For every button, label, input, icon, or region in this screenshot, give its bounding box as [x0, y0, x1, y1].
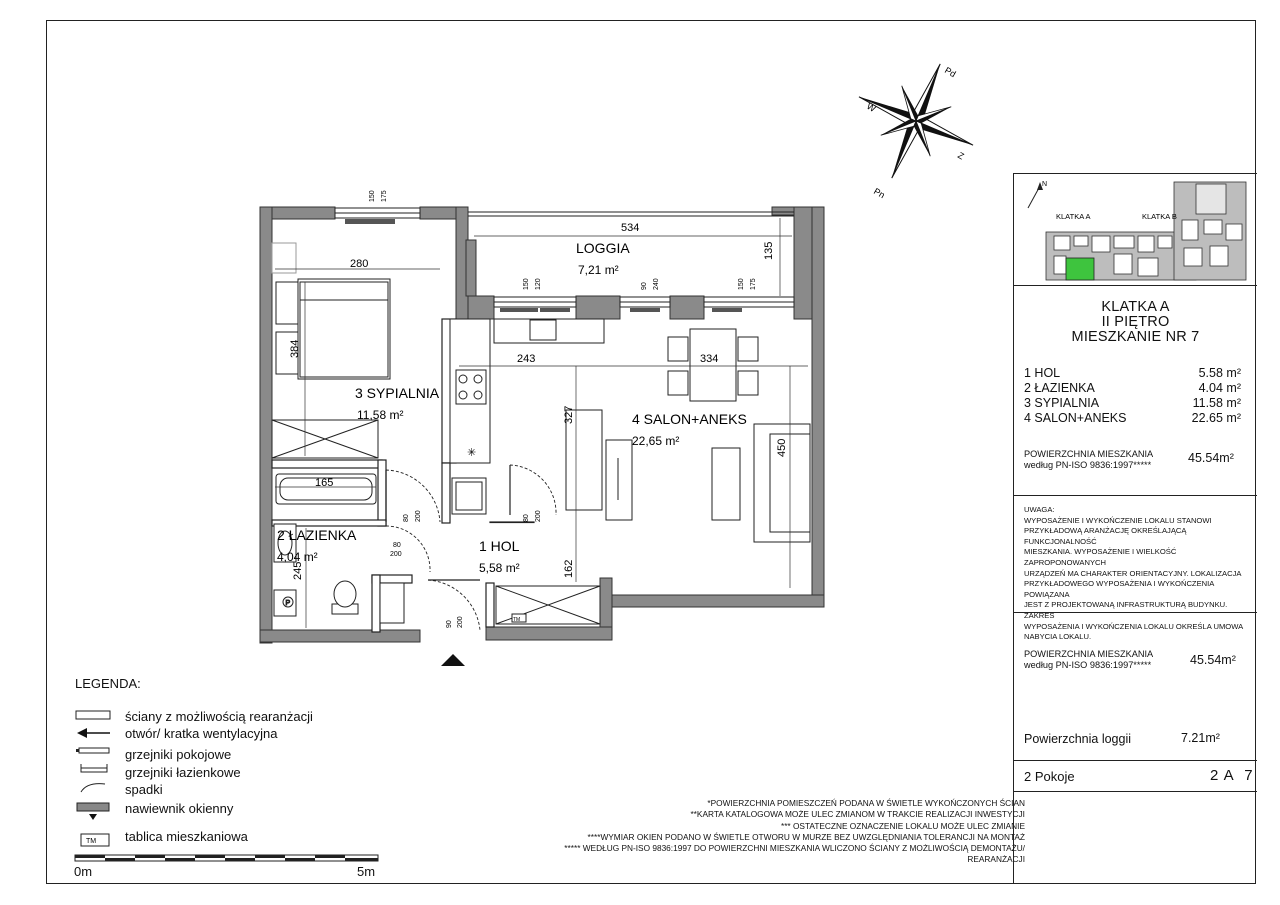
- notice-text: UWAGA: WYPOSAŻENIE I WYKOŃCZENIE LOKALU STANOWI PRZYKŁADOWĄ ARANŻACJĘ OKREŚLAJĄCĄ FUNKCJONALNOŚĆ MIESZKANIA. WYPOSAŻENIE I WIELKOŚĆ ZAPROPONOWANYCH URZĄDZEŃ MA CHARAKTER ORIENTACYJNY. LOKALIZACJA PRZYKŁADOWEGO WYPOSAŻENIA I WYKOŃCZENIA POWIĄZANA JEST Z PROJEKTOWANĄ INFRASTRUKTURĄ BUDYNKU. ZAKRES WYPOSAŻENIA I WYKOŃCZENIA LOKALU OKREŚLA UMOWA NABYCIA LOKALU.: [1024, 505, 1244, 642]
- room-area: 11.58 m²: [1192, 396, 1241, 410]
- room-row: [1024, 396, 1249, 411]
- compass-label-pd: Pd: [943, 65, 958, 80]
- dim-245: 245: [292, 561, 304, 580]
- bedroom-name: 3 SYPIALNIA: [355, 385, 440, 401]
- total-area-2-value: 45.54m²: [1190, 653, 1236, 667]
- dim-334: 334: [700, 353, 719, 365]
- rooms-count: 2 Pokoje: [1024, 769, 1075, 784]
- svg-text:N: N: [1042, 181, 1048, 188]
- total-area-value: 45.54m²: [1188, 451, 1234, 465]
- apartment-highlight: [1066, 258, 1094, 280]
- room-area: 22.65 m²: [1191, 411, 1241, 425]
- rearrangeable-wall-icon: [76, 711, 110, 719]
- loggia-railing: [468, 212, 794, 216]
- bedside-tables: [276, 282, 298, 374]
- footnotes: [465, 798, 1025, 866]
- room-row: [1024, 366, 1249, 381]
- loggia-area: 7,21 m²: [578, 263, 619, 277]
- room-name: 4 SALON+ANEKS: [1024, 411, 1127, 425]
- room-name: 2 ŁAZIENKA: [1024, 381, 1095, 395]
- hall-area: 5,58 m²: [479, 561, 520, 575]
- living-name: 4 SALON+ANEKS: [632, 411, 747, 427]
- room-area: 5.58 m²: [1198, 366, 1241, 380]
- apartment-code: 2 A 7: [1210, 767, 1254, 784]
- floor-title: II PIĘTRO: [1101, 314, 1170, 330]
- hall-name: 1 HOL: [479, 538, 520, 554]
- legend-item-slopes: spadki: [125, 782, 163, 797]
- bed: [298, 279, 390, 379]
- toilet: [332, 581, 358, 614]
- dim-165: 165: [315, 477, 334, 489]
- ventilation-arrow-icon: [77, 728, 87, 738]
- svg-text:TM: TM: [86, 838, 97, 845]
- footnote-4: ****WYMIAR OKIEN PODANO W ŚWIETLE OTWORU W MURZE BEZ UWZGLĘDNIANIA TOLERANCJI NA MONTAŻ: [587, 831, 1025, 842]
- room-radiator-icon: [79, 748, 109, 753]
- bedroom-radiator-box: [272, 243, 296, 273]
- loggia-area-value: 7.21m²: [1181, 731, 1220, 745]
- legend: [75, 676, 355, 856]
- dim-162: 162: [563, 559, 575, 578]
- dim-534: 534: [621, 222, 640, 234]
- slope-icon: [81, 784, 105, 792]
- svg-text:200: 200: [457, 616, 464, 628]
- bathroom-area: 4,04 m²: [277, 550, 318, 564]
- area-summary: [1014, 613, 1257, 761]
- svg-text:90: 90: [446, 620, 453, 628]
- compass-label-z: Z: [956, 150, 966, 162]
- tm-panel-label: TM: [513, 617, 521, 623]
- legend-title: LEGENDA:: [75, 676, 141, 691]
- footnote-1: *POWIERZCHNIA POMIESZCZEŃ PODANA W ŚWIETLE WYKOŃCZONYCH ŚCIAN: [707, 798, 1025, 808]
- total-area-2-label: POWIERZCHNIA MIESZKANIA według PN-ISO 9836:1997*****: [1024, 649, 1154, 670]
- compass-label-w: W: [865, 101, 878, 114]
- dim-384: 384: [289, 339, 301, 358]
- dim-280: 280: [350, 258, 369, 270]
- panel-divider: [1014, 791, 1257, 792]
- dim-243: 243: [517, 353, 536, 365]
- legend-item-vent: otwór/ kratka wentylacyjna: [125, 726, 278, 741]
- legend-item-window-vent: nawiewnik okienny: [125, 801, 234, 816]
- dining-table: [668, 329, 758, 401]
- loggia-name: LOGGIA: [576, 240, 630, 256]
- key-plan-stair-a: KLATKA A: [1056, 212, 1091, 221]
- key-plan: [1014, 173, 1257, 286]
- footnote-3: *** OSTATECZNE OZNACZENIE LOKALU MOŻE ULEC ZMIANIE: [780, 820, 1025, 831]
- svg-text:P: P: [285, 600, 291, 607]
- notice-box: [1014, 496, 1257, 642]
- svg-text:150: 150: [369, 190, 376, 202]
- compass-rose-icon: [835, 40, 998, 203]
- svg-text:120: 120: [535, 278, 542, 290]
- compass-label-pn: Pn: [872, 186, 887, 201]
- apartment-title: MIESZKANIE NR 7: [1071, 329, 1200, 345]
- dim-135: 135: [763, 241, 775, 260]
- bathroom-name: 2 ŁAZIENKA: [277, 527, 357, 543]
- bathroom-radiator-icon: [81, 768, 107, 772]
- svg-text:80: 80: [393, 542, 401, 549]
- legend-symbols: [75, 706, 120, 856]
- svg-text:200: 200: [535, 510, 542, 522]
- bathroom-radiator: [274, 590, 296, 616]
- room-row: [1024, 381, 1249, 396]
- windows: [335, 208, 794, 307]
- svg-text:80: 80: [523, 514, 530, 522]
- svg-text:200: 200: [390, 551, 402, 558]
- loggia-area-label: Powierzchnia loggii: [1024, 732, 1132, 746]
- legend-item-bath-radiators: grzejniki łazienkowe: [125, 765, 241, 780]
- entrance-arrow-icon: [441, 654, 465, 666]
- svg-text:90: 90: [641, 282, 648, 290]
- window-vent-icon: [77, 803, 109, 811]
- dim-450: 450: [776, 438, 788, 457]
- legend-item-tm: tablica mieszkaniowa: [125, 829, 248, 844]
- key-plan-stair-b: KLATKA B: [1142, 212, 1177, 221]
- svg-text:80: 80: [403, 514, 410, 522]
- scale-end: 5m: [357, 864, 376, 879]
- room-area: 4.04 m²: [1198, 381, 1241, 395]
- kitchen-ventilation-icon: ✳: [467, 447, 477, 459]
- sofa: [712, 424, 810, 542]
- living-area: 22,65 m²: [632, 434, 680, 448]
- dim-327: 327: [563, 405, 575, 424]
- svg-text:150: 150: [523, 278, 530, 290]
- room-name: 3 SYPIALNIA: [1024, 396, 1100, 410]
- svg-text:200: 200: [415, 510, 422, 522]
- footnote-5: ***** WEDŁUG PN-ISO 9836:1997 DO POWIERZCHNI MIESZKANIA WLICZONO ŚCIANY Z MOŻLIWOŚCIĄ DEMONTAŻU/: [564, 843, 1025, 854]
- legend-item-walls: ściany z możliwością rearanżacji: [125, 709, 313, 724]
- svg-text:240: 240: [653, 278, 660, 290]
- washing-machine-cabinet: [380, 583, 404, 623]
- legend-item-room-radiators: grzejniki pokojowe: [125, 747, 232, 762]
- wardrobe: [272, 420, 378, 458]
- total-area-label: POWIERZCHNIA MIESZKANIA według PN-ISO 9836:1997*****: [1024, 449, 1154, 470]
- stair-title: KLATKA A: [1101, 299, 1170, 315]
- svg-text:175: 175: [750, 278, 757, 290]
- scale-start: 0m: [74, 864, 93, 879]
- apartment-summary: [1014, 286, 1257, 496]
- bedroom-area: 11,58 m²: [357, 408, 404, 422]
- svg-text:150: 150: [738, 278, 745, 290]
- svg-text:175: 175: [381, 190, 388, 202]
- footnote-6: REARANŻACJI: [967, 854, 1025, 865]
- room-row: [1024, 411, 1249, 426]
- key-plan-drawing: [1014, 174, 1257, 286]
- room-name: 1 HOL: [1024, 366, 1061, 380]
- scale-bar: [74, 853, 384, 863]
- footnote-2: **KARTA KATALOGOWA MOŻE ULEC ZMIANOM W TRAKCIE REALIZACJI INWESTYCJI: [690, 809, 1025, 820]
- info-panel: [1013, 173, 1256, 884]
